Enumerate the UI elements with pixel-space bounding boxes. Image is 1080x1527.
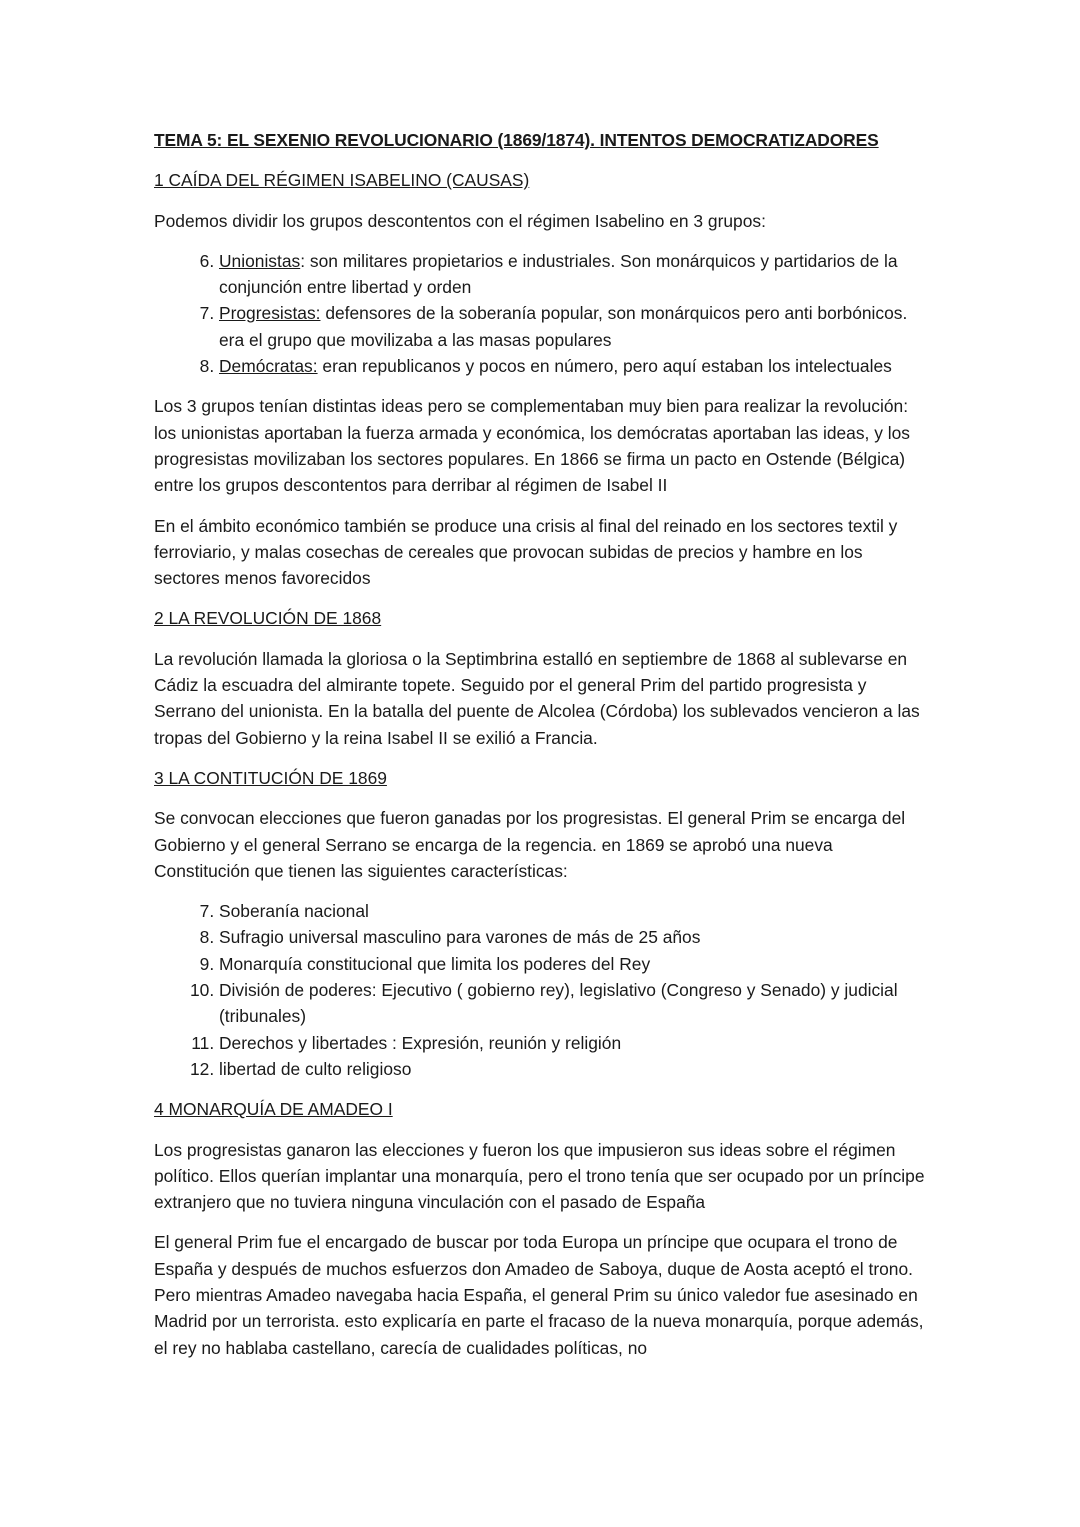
term-unionistas: Unionistas bbox=[219, 250, 301, 271]
list-item-progresistas bbox=[219, 300, 929, 353]
document-title: TEMA 5: EL SEXENIO REVOLUCIONARIO (1869/1874). INTENTOS DEMOCRATIZADORES bbox=[154, 130, 879, 150]
list-item: 11. Derechos y libertades : Expresión, reunión y religión bbox=[219, 1030, 929, 1056]
section-1-heading: 1 CAÍDA DEL RÉGIMEN ISABELINO (CAUSAS) bbox=[154, 170, 530, 191]
section-1-paragraph-1: Los 3 grupos tenían distintas ideas pero se complementaban muy bien para realizar la revolución: los unionistas aportaban la fuerza armada y económica, los demócratas aportaban las ideas, y los progresistas movilizaban los sectores populares. En 1866 se firma un pacto en Ostende (Bélgica) entre los grupos descontentos para derribar al régimen de Isabel II bbox=[154, 396, 910, 496]
list-item: 7. Soberanía nacional bbox=[219, 898, 929, 924]
list-item: 8. Sufragio universal masculino para varones de más de 25 años bbox=[219, 924, 929, 950]
list-item-democratas bbox=[219, 353, 929, 379]
section-3-heading: 3 LA CONTITUCIÓN DE 1869 bbox=[154, 767, 387, 788]
description-progresistas: defensores de la soberanía popular, son monárquicos pero anti borbónicos. era el grupo que movilizaba a las masas populares bbox=[219, 303, 908, 350]
section-2-heading: 2 LA REVOLUCIÓN DE 1868 bbox=[154, 608, 382, 629]
section-1-intro: Podemos dividir los grupos descontentos con el régimen Isabelino en 3 grupos: bbox=[154, 210, 766, 231]
list-item: 10. División de poderes: Ejecutivo ( gobierno rey), legislativo (Congreso y Senado) y judicial (tribunales) bbox=[219, 977, 929, 1030]
section-4-paragraph-2: El general Prim fue el encargado de buscar por toda Europa un príncipe que ocupara el trono de España y después de muchos esfuerzos don Amadeo de Saboya, duque de Aosta aceptó el trono. Pero mientras Amadeo navegaba hacia España, el general Prim su único valedor fue asesinado en Madrid por un terrorista. esto explicaría en parte el fracaso de la nueva monarquía, porque además, el rey no hablaba castellano, carecía de cualidades políticas, no bbox=[154, 1232, 924, 1358]
term-progresistas: Progresistas: bbox=[219, 303, 321, 324]
section-2-paragraph-1: La revolución llamada la gloriosa o la Septimbrina estalló en septiembre de 1868 al sublevarse en Cádiz la escuadra del almirante topete. Seguido por el general Prim del partido progresista y Serrano del unionista. En la batalla del puente de Alcolea (Córdoba) los sublevados vencieron a las tropas del Gobierno y la reina Isabel II se exilió a Francia. bbox=[154, 648, 920, 748]
list-item: 12. libertad de culto religioso bbox=[219, 1056, 929, 1082]
opposition-groups-list bbox=[154, 248, 929, 379]
section-3-paragraph-1: Se convocan elecciones que fueron ganadas por los progresistas. El general Prim se encarga del Gobierno y el general Serrano se encarga de la regencia. en 1869 se aprobó una nueva Constitución que tienen las siguientes características: bbox=[154, 808, 906, 881]
list-item-unionistas bbox=[219, 248, 929, 301]
section-4-heading: 4 MONARQUÍA DE AMADEO I bbox=[154, 1099, 393, 1120]
constitution-features-list bbox=[154, 898, 929, 1082]
document-page bbox=[154, 127, 929, 1375]
description-unionistas: son militares propietarios e industriales. Son monárquicos y partidarios de la conjunción entre libertad y orden bbox=[219, 250, 898, 298]
section-4-paragraph-1: Los progresistas ganaron las elecciones y fueron los que impusieron sus ideas sobre el régimen político. Ellos querían implantar una monarquía, pero el trono tenía que ser ocupado por un príncipe extranjero que no tuviera ninguna vinculación con el pasado de España bbox=[154, 1139, 925, 1213]
list-item: 9. Monarquía constitucional que limita los poderes del Rey bbox=[219, 951, 929, 977]
term-separator: : bbox=[300, 250, 306, 271]
description-democratas: eran republicanos y pocos en número, pero aquí estaban los intelectuales bbox=[317, 356, 892, 377]
term-democratas: Demócratas: bbox=[219, 356, 318, 377]
section-1-paragraph-2: En el ámbito económico también se produce una crisis al final del reinado en los sectores textil y ferroviario, y malas cosechas de cereales que provocan subidas de precios y hambre en los sectores menos favorecidos bbox=[154, 515, 898, 589]
